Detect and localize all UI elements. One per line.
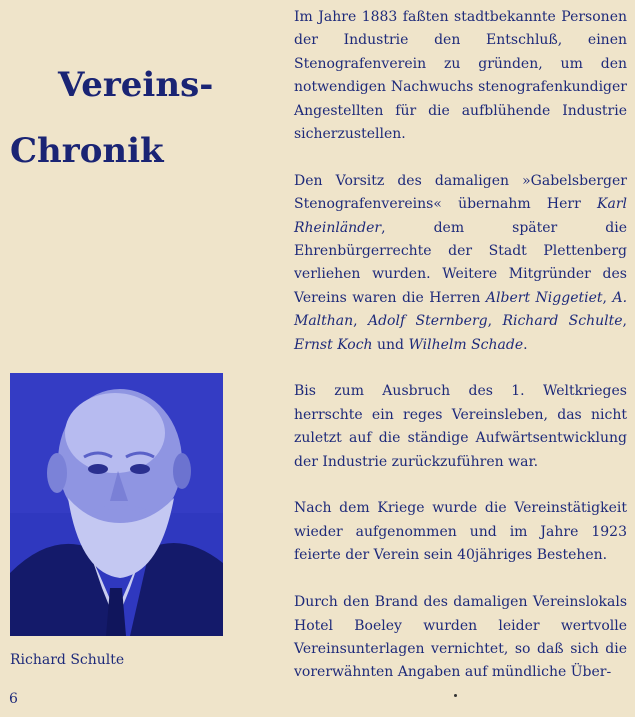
person-name: Wilhelm Schade xyxy=(408,336,524,353)
separator: , xyxy=(622,313,627,330)
p2-text-1: Den Vorsitz des damaligen »Gabelsberger Stenografenvereins« übernahm Herr xyxy=(294,172,627,213)
separator: , xyxy=(487,313,503,330)
p2-text-2: , dem später die Ehrenbürgerrechte der Stadt Plettenberg verliehen wurden. Weitere Mitgründer des Vereins waren die Herren xyxy=(294,219,627,306)
title-line-1: Vereins- xyxy=(58,65,214,105)
paragraph-2 xyxy=(294,170,627,357)
p2-text-4: . xyxy=(523,336,528,353)
paragraph-5: Durch den Brand des damaligen Vereinslokals Hotel Boeley wurden leider wertvolle Vereinsunterlagen vernichtet, so daß sich die vorerwähnten Angaben auf mündliche Über- xyxy=(294,594,627,681)
p2-text-3: und xyxy=(372,336,409,353)
title-line-2: Chronik xyxy=(10,131,164,171)
separator: , xyxy=(353,313,368,330)
photo-caption: Richard Schulte xyxy=(10,652,125,668)
paragraph-4: Nach dem Kriege wurde die Vereinstätigkeit wieder aufgenommen und im Jahre 1923 feierte der Verein sein 40jähriges Bestehen. xyxy=(294,500,627,564)
person-name: Albert Niggetiet xyxy=(485,289,603,306)
paragraph-3: Bis zum Ausbruch des 1. Weltkrieges herrschte ein reges Vereinsleben, das nicht zuletzt auf die ständige Aufwärtsentwicklung der Industrie zurückzuführen war. xyxy=(294,383,627,470)
portrait-illustration xyxy=(10,373,223,636)
paragraph-1: Im Jahre 1883 faßten stadtbekannte Personen der Industrie den Entschluß, einen Stenografenverein zu gründen, um den notwendigen Nachwuchs stenografenkundiger Angestellten für die aufblühende Industrie sicherzustellen. xyxy=(294,9,627,143)
person-name: Ernst Koch xyxy=(294,336,373,353)
body-text xyxy=(294,6,627,708)
separator: , xyxy=(602,289,613,306)
page-number: 6 xyxy=(9,691,18,707)
page-title xyxy=(10,52,250,184)
portrait-photo xyxy=(10,373,223,636)
person-name: Adolf Sternberg xyxy=(367,313,488,330)
ink-speck xyxy=(454,694,457,697)
person-name: Richard Schulte xyxy=(502,313,623,330)
person-name: A. Malthan xyxy=(294,289,628,330)
person-name: Karl Rheinländer xyxy=(294,196,627,236)
